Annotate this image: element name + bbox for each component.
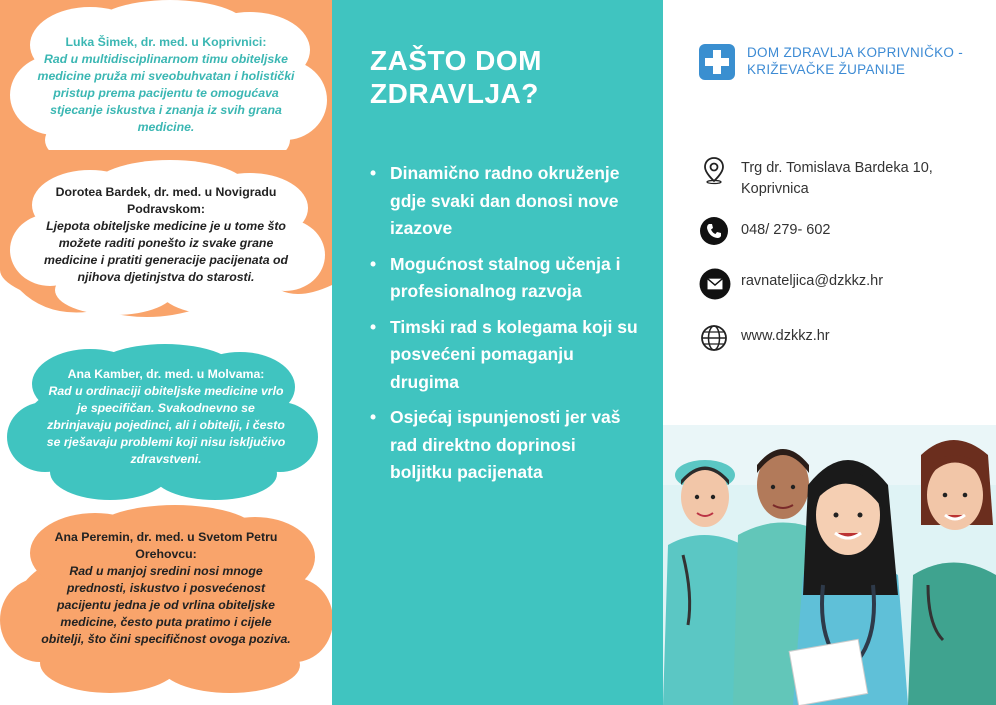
address-text: Trg dr. Tomislava Bardeka 10, Koprivnica [741, 160, 933, 197]
testimonial-quote: Ljepota obiteljske medicine je u tome što možete raditi ponešto iz svake grane medicine i pratiti generacije pacijenata od njihova djetinjstva do starosti. [44, 219, 288, 284]
benefits-list [370, 160, 640, 495]
testimonial-author: Dorotea Bardek, dr. med. u Novigradu Podravskom: [55, 185, 277, 216]
list-item-text: Mogućnost stalnog učenja i profesionalnog razvoja [390, 253, 621, 301]
testimonial-author: Ana Peremin, dr. med. u Svetom Petru Orehovcu: [54, 530, 278, 561]
bullet-icon: • [370, 163, 377, 183]
medical-staff-illustration [663, 425, 996, 705]
phone-number[interactable]: 048/ 279- 602 [741, 222, 831, 238]
list-item [370, 251, 640, 306]
medical-cross-logo-icon [699, 44, 735, 80]
testimonial-cloud-4 [0, 505, 332, 705]
envelope-icon [699, 268, 731, 300]
organization-name: DOM ZDRAVLJA KOPRIVNIČKO - KRIŽEVAČKE ŽUPANIJE [747, 45, 964, 77]
testimonial-author: Ana Kamber, dr. med. u Molvama: [67, 367, 265, 381]
bullet-icon: • [370, 407, 377, 427]
list-item-text: Osjećaj ispunjenosti jer vaš rad direktno doprinosi boljitku pacijenata [390, 407, 621, 482]
phone-icon [699, 216, 729, 246]
list-item-text: Timski rad s kolegama koji su posvećeni pomaganju drugima [390, 316, 638, 392]
bullet-icon: • [370, 253, 377, 274]
testimonial-quote: Rad u ordinaciji obiteljske medicine vrlo je specifičan. Svakodnevno se zbrinjavaju pojedinci, ali i obitelji, i često se rješavaju problemi koji nisu isključivo zdravstveni. [46, 384, 286, 466]
website-link[interactable]: www.dzkkz.hr [741, 328, 830, 344]
location-pin-icon [699, 155, 729, 185]
contact-panel [663, 0, 996, 705]
why-panel [332, 0, 663, 705]
globe-icon [699, 323, 729, 353]
testimonial-cloud-2 [0, 150, 332, 325]
nurse-figure-right [908, 440, 996, 705]
testimonial-quote: Rad u manjoj sredini nosi mnoge prednosti, iskustvo i posvećenost pacijentu jedna je od vrlina obiteljske medicine, često puta pratimo i cijele obitelji, što čini specifičnost ovoga poziva. [41, 564, 291, 646]
list-item [370, 160, 640, 243]
bullet-icon: • [370, 316, 377, 337]
testimonials-panel [0, 0, 332, 705]
testimonial-cloud-3 [0, 342, 332, 507]
testimonial-author: Luka Šimek, dr. med. u Koprivnici: [65, 35, 267, 49]
list-item-text: Dinamično radno okruženje gdje svaki dan donosi nove izazove [390, 163, 620, 238]
panel-title: ZAŠTO DOM ZDRAVLJA? [370, 45, 542, 109]
list-item [370, 314, 640, 397]
testimonial-quote: Rad u multidisciplinarnom timu obiteljske medicine pruža mi sveobuhvatan i holistički pristup prema pacijentu te omogućava stjecanje iskustva i znanja iz svih grana medicine. [37, 52, 295, 134]
list-item [370, 404, 640, 487]
email-link[interactable]: ravnateljica@dzkkz.hr [741, 273, 884, 289]
testimonial-cloud-1 [0, 0, 332, 175]
